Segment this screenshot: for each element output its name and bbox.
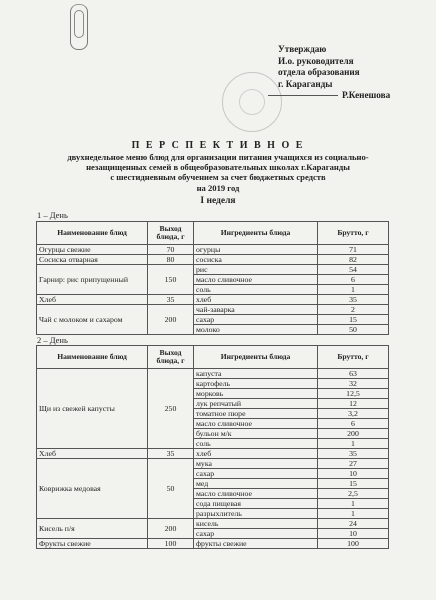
header-yield: Выход блюда, г: [148, 346, 194, 369]
dish-name-cell: Чай с молоком и сахаром: [37, 305, 148, 335]
gross-cell: 1: [318, 285, 389, 295]
subtitle-line-3: с шестидневным обучением за счет бюджетных средств: [110, 172, 326, 183]
table-row: [37, 449, 389, 459]
gross-cell: 200: [318, 429, 389, 439]
ingredient-cell: хлеб: [194, 295, 318, 305]
gross-cell: 35: [318, 295, 389, 305]
approval-line-3: отдела образования: [278, 67, 360, 77]
ingredient-cell: бульон м/к: [194, 429, 318, 439]
ingredient-cell: морковь: [194, 389, 318, 399]
header-dish: Наименование блюд: [37, 222, 148, 245]
official-stamp: [222, 72, 282, 132]
header-dish: Наименование блюд: [37, 346, 148, 369]
ingredient-cell: мед: [194, 479, 318, 489]
yield-cell: 35: [148, 295, 194, 305]
dish-name-cell: Гарнир: рис припущенный: [37, 265, 148, 295]
gross-cell: 54: [318, 265, 389, 275]
dish-name-cell: Хлеб: [37, 449, 148, 459]
ingredient-cell: картофель: [194, 379, 318, 389]
gross-cell: 1: [318, 499, 389, 509]
ingredient-cell: сахар: [194, 529, 318, 539]
dish-name-cell: Щи из свежей капусты: [37, 369, 148, 449]
day-2-menu-table: [36, 345, 389, 549]
gross-cell: 32: [318, 379, 389, 389]
day-2-label: 2 – День: [37, 335, 68, 345]
gross-cell: 35: [318, 449, 389, 459]
dish-name-cell: Кисель п/я: [37, 519, 148, 539]
subtitle-line-4: на 2019 год: [196, 182, 240, 193]
paperclip-inner-icon: [74, 10, 84, 38]
header-gross: Брутто, г: [318, 222, 389, 245]
dish-name-cell: Огурцы свежие: [37, 245, 148, 255]
ingredient-cell: рис: [194, 265, 318, 275]
gross-cell: 1: [318, 439, 389, 449]
gross-cell: 27: [318, 459, 389, 469]
ingredient-cell: фрукты свежие: [194, 539, 318, 549]
ingredient-cell: масло сливочное: [194, 275, 318, 285]
document-subtitle: [0, 152, 436, 193]
ingredient-cell: масло сливочное: [194, 419, 318, 429]
table-row: [37, 519, 389, 529]
subtitle-line-1: двухнедельное меню блюд для организации питания учащихся из социально-: [67, 152, 369, 162]
ingredient-cell: сода пищевая: [194, 499, 318, 509]
week-label: I неделя: [200, 196, 236, 206]
gross-cell: 12,5: [318, 389, 389, 399]
gross-cell: 6: [318, 275, 389, 285]
table-header-row: [37, 222, 389, 245]
ingredient-cell: мука: [194, 459, 318, 469]
gross-cell: 2,5: [318, 489, 389, 499]
header-gross: Брутто, г: [318, 346, 389, 369]
document-heading: П Е Р С П Е К Т И В Н О Е: [131, 140, 305, 151]
gross-cell: 12: [318, 399, 389, 409]
gross-cell: 6: [318, 419, 389, 429]
dish-name-cell: Хлеб: [37, 295, 148, 305]
signature-line: [268, 95, 338, 96]
gross-cell: 71: [318, 245, 389, 255]
ingredient-cell: разрыхлитель: [194, 509, 318, 519]
table-row: [37, 459, 389, 469]
ingredient-cell: молоко: [194, 325, 318, 335]
ingredient-cell: чай-заварка: [194, 305, 318, 315]
dish-name-cell: Фрукты свежие: [37, 539, 148, 549]
yield-cell: 80: [148, 255, 194, 265]
gross-cell: 2: [318, 305, 389, 315]
day-1-menu-table: [36, 221, 389, 335]
ingredient-cell: огурцы: [194, 245, 318, 255]
ingredient-cell: сахар: [194, 315, 318, 325]
yield-cell: 200: [148, 305, 194, 335]
gross-cell: 1: [318, 509, 389, 519]
table-header-row: [37, 346, 389, 369]
approval-line-2: И.о. руководителя: [278, 55, 354, 66]
table-row: [37, 255, 389, 265]
ingredient-cell: лук репчатый: [194, 399, 318, 409]
gross-cell: 15: [318, 315, 389, 325]
header-ingredients: Ингредиенты блюда: [194, 222, 318, 245]
gross-cell: 10: [318, 469, 389, 479]
gross-cell: 3,2: [318, 409, 389, 419]
gross-cell: 10: [318, 529, 389, 539]
day-1-label: 1 – День: [37, 210, 68, 220]
gross-cell: 63: [318, 369, 389, 379]
table-row: [37, 305, 389, 315]
approval-line-1: Утверждаю: [278, 44, 327, 54]
subtitle-line-2: незащищенных семей в общеобразовательных школах г.Караганды: [86, 162, 350, 173]
ingredient-cell: соль: [194, 285, 318, 295]
signer-name: Р.Кенешова: [342, 90, 391, 100]
gross-cell: 15: [318, 479, 389, 489]
yield-cell: 35: [148, 449, 194, 459]
ingredient-cell: капуста: [194, 369, 318, 379]
ingredient-cell: масло сливочное: [194, 489, 318, 499]
approval-block: [278, 44, 391, 100]
yield-cell: 70: [148, 245, 194, 255]
header-yield: Выход блюда, г: [148, 222, 194, 245]
ingredient-cell: сосиска: [194, 255, 318, 265]
table-row: [37, 539, 389, 549]
table-row: [37, 369, 389, 379]
gross-cell: 100: [318, 539, 389, 549]
ingredient-cell: томатное пюре: [194, 409, 318, 419]
yield-cell: 50: [148, 459, 194, 519]
yield-cell: 100: [148, 539, 194, 549]
gross-cell: 50: [318, 325, 389, 335]
table-row: [37, 295, 389, 305]
dish-name-cell: Сосиска отварная: [37, 255, 148, 265]
table-row: [37, 265, 389, 275]
dish-name-cell: Коврижка медовая: [37, 459, 148, 519]
yield-cell: 200: [148, 519, 194, 539]
yield-cell: 250: [148, 369, 194, 449]
ingredient-cell: сахар: [194, 469, 318, 479]
gross-cell: 82: [318, 255, 389, 265]
table-row: [37, 245, 389, 255]
yield-cell: 150: [148, 265, 194, 295]
ingredient-cell: соль: [194, 439, 318, 449]
gross-cell: 24: [318, 519, 389, 529]
header-ingredients: Ингредиенты блюда: [194, 346, 318, 369]
approval-line-4: г. Караганды: [278, 78, 333, 89]
ingredient-cell: кисель: [194, 519, 318, 529]
ingredient-cell: хлеб: [194, 449, 318, 459]
